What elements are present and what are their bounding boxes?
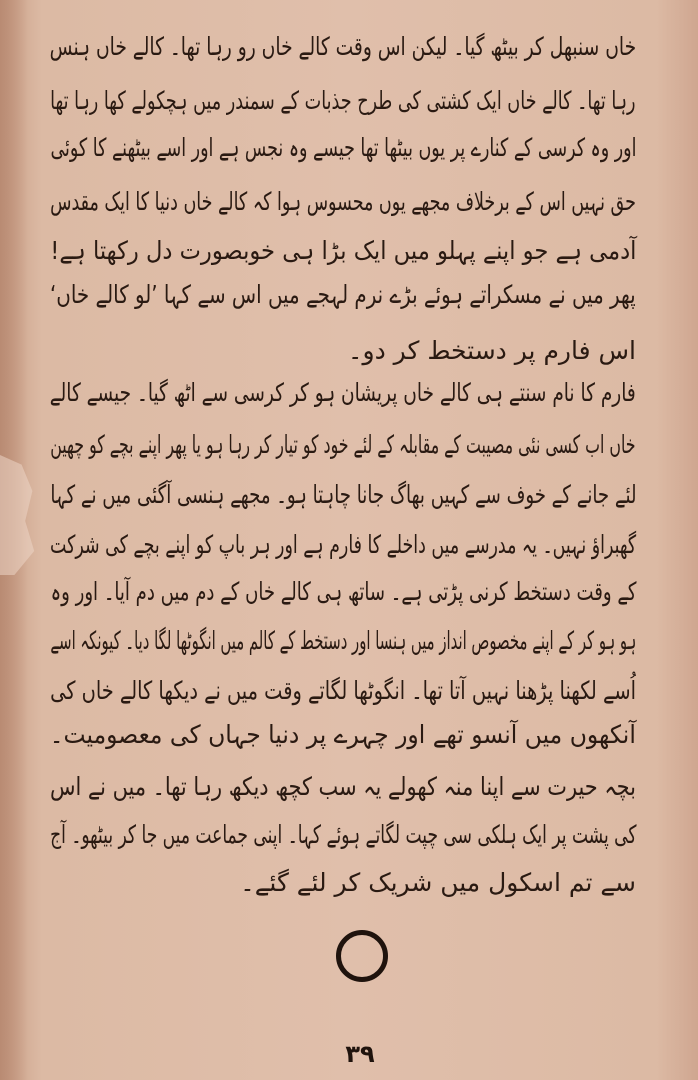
text-line: بچہ حیرت سے اپنا منہ کھولے یہ سب کچھ دیکھ رہا تھا۔ میں نے اس xyxy=(50,772,636,801)
text-line: آنکھوں میں آنسو تھے اور چہرے پر دنیا جہاں کی معصومیت۔ xyxy=(49,720,636,749)
text-line: آدمی ہے جو اپنے پہلو میں ایک بڑا ہی خوبصورت دل رکھتا ہے! xyxy=(49,236,636,265)
text-line: اُسے لکھنا پڑھنا نہیں آتا تھا۔ انگوٹھا لگاتے وقت میں نے دیکھا کالے خاں کی xyxy=(50,676,636,705)
text-line: اور وہ کرسی کے کنارے پر یوں بیٹھا تھا جیسے وہ نجس ہے اور اسے بیٹھنے کا کوئی xyxy=(50,133,636,162)
text-line: ہو ہو کر کے اپنے مخصوص انداز میں ہنسا اور دستخط کے کالم میں انگوٹھا لگا دیا۔ کیونکہ اسے xyxy=(50,626,636,655)
text-line: رہا تھا۔ کالے خاں ایک کشتی کی طرح جذبات کے سمندر میں ہچکولے کھا رہا تھا xyxy=(50,86,636,115)
circle-ornament-icon xyxy=(336,930,388,982)
text-line: گھبراؤ نہیں۔ یہ مدرسے میں داخلے کا فارم ہے اور ہر باپ کو اپنے بچے کی شرکت xyxy=(49,530,636,559)
text-line: سے تم اسکول میں شریک کر لئے گئے۔ xyxy=(240,868,636,897)
text-line: کے وقت دستخط کرنی پڑتی ہے۔ ساتھ ہی کالے خاں کے دم میں دم آیا۔ اور وہ xyxy=(50,577,636,606)
text-line: خاں اب کسی نئی مصیبت کے مقابلہ کے لئے خود کو تیار کر رہا ہو یا پھر اپنے بچے کو چھین xyxy=(50,430,636,459)
torn-paper-patch xyxy=(0,455,36,575)
text-line: خاں سنبھل کر بیٹھ گیا۔ لیکن اس وقت کالے خاں رو رہا تھا۔ کالے خاں ہنس xyxy=(49,32,636,61)
text-line: فارم کا نام سنتے ہی کالے خاں پریشان ہو کر کرسی سے اٹھ گیا۔ جیسے کالے xyxy=(50,378,636,407)
text-line: کی پشت پر ایک ہلکی سی چپت لگاتے ہوئے کہا۔ اپنی جماعت میں جا کر بیٹھو۔ آج xyxy=(49,820,636,849)
text-line: پھر میں نے مسکراتے ہوئے بڑے نرم لہجے میں اس سے کہا ’لو کالے خاں‘ xyxy=(50,280,636,309)
page-number: ۳۹ xyxy=(345,1040,375,1068)
text-line: لئے جانے کے خوف سے کہیں بھاگ جانا چاہتا ہو۔ مجھے ہنسی آگئی میں نے کہا xyxy=(49,480,636,509)
text-line: اس فارم پر دستخط کر دو۔ xyxy=(347,336,636,365)
text-line: حق نہیں اس کے برخلاف مجھے یوں محسوس ہوا کہ کالے خاں دنیا کا ایک مقدس xyxy=(50,187,636,216)
